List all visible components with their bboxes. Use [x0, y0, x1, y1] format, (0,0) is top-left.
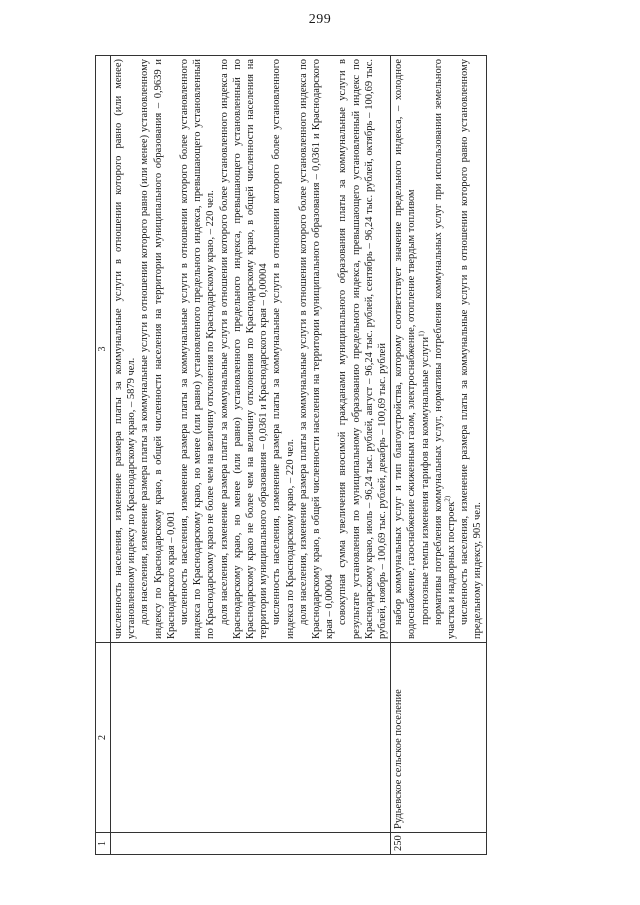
footnote-marker: 2): [443, 495, 452, 502]
details-cell: [111, 56, 391, 643]
details-paragraph: численность населения, изменение размера платы за коммунальные услуги в отношении которого равно установленному предельному индексу, 905 чел.: [459, 59, 484, 639]
details-paragraph: доля населения, изменение размера платы за коммунальные услуги в отношении которого более установленного индекса по Краснодарскому краю, в общей численности населения на территории муниципального образования – 0,0361 и Краснодарского края – 0,00004: [297, 59, 336, 639]
details-paragraph: численность населения, изменение размера платы за коммунальные услуги в отношении которого равно (или менее) установленному индексу по Краснодарскому краю, – 5879 чел.: [113, 59, 138, 639]
details-paragraph: набор коммунальных услуг и тип благоустройства, которому соответствует значение предельного индекса, – холодное водоснабжение, газоснабжение сжиженным газом, электроснабжение, отопление твердым топливом: [393, 59, 418, 639]
footnote-marker: 1): [417, 331, 426, 337]
page-number: 299: [308, 12, 332, 27]
row-number-cell: [111, 833, 391, 855]
municipality-name-cell: [111, 643, 391, 833]
details-paragraph: доля населения, изменение размера платы за коммунальные услуги в отношении которого равно (или менее) установленному индексу по Краснодарскому краю, в общей численности населения на территории муниципального образования – 0,9639 и Краснодарского края – 0,001: [139, 59, 177, 639]
header-col-1: 1: [96, 833, 111, 855]
details-paragraph: доля населения, изменение размера платы за коммунальные услуги в отношении которого более установленного индекса по Краснодарскому краю, но менее (или равно) установленного предельного индекса, превышающего установленный по Краснодарскому краю не более чем на величину отклонения по Краснодарскому краю, в общей численности населения на территории муниципального образования – 0,0361 и Краснодарского края – 0,00004: [218, 59, 270, 639]
details-paragraph: численность населения, изменение размера платы за коммунальные услуги в отношении которого более установленного индекса по Краснодарскому краю, – 220 чел.: [271, 59, 296, 639]
tariff-index-table: [95, 55, 487, 855]
details-paragraph: совокупная сумма увеличения вносимой гражданами муниципального образования платы за коммунальные услуги в результате установления по муниципальному образованию предельного индекса, превышающего установленный индекс по Краснодарскому краю, июль – 96,24 тыс. рублей, август – 96,24 тыс. рублей, сентябрь – 96,24 тыс. рублей, октябрь – 100,69 тыс. рублей, ноябрь – 100,69 тыс. рублей, декабрь – 100,69 тыс. рублей: [337, 59, 389, 639]
header-col-3: 3: [96, 56, 111, 643]
header-col-2: 2: [96, 643, 111, 833]
details-paragraph: прогнозные темпы изменения тарифов на коммунальные услуги$^{1)}$: [417, 331, 431, 625]
municipality-name-cell: Рудьевское сельское поселение: [391, 643, 486, 833]
details-paragraph: нормативы потребления коммунальных услуг, нормативы потребления коммунальных услуг при использовании земельного участка и надворных построек$^{2)}$: [432, 59, 458, 639]
details-cell: [391, 56, 486, 643]
details-paragraph: численность населения, изменение размера платы за коммунальные услуги в отношении которого более установленного индекса по Краснодарскому краю, но менее (или равно) установленного предельного индекса, превышающего установленный по Краснодарскому краю не более чем на величину отклонения по Краснодарскому краю, – 220 чел.: [179, 59, 217, 639]
table-header-row: [96, 56, 111, 855]
table-row: [111, 56, 391, 855]
rotated-table-container: [95, 55, 535, 855]
row-number-cell: 250: [391, 833, 486, 855]
table-row: [391, 56, 486, 855]
